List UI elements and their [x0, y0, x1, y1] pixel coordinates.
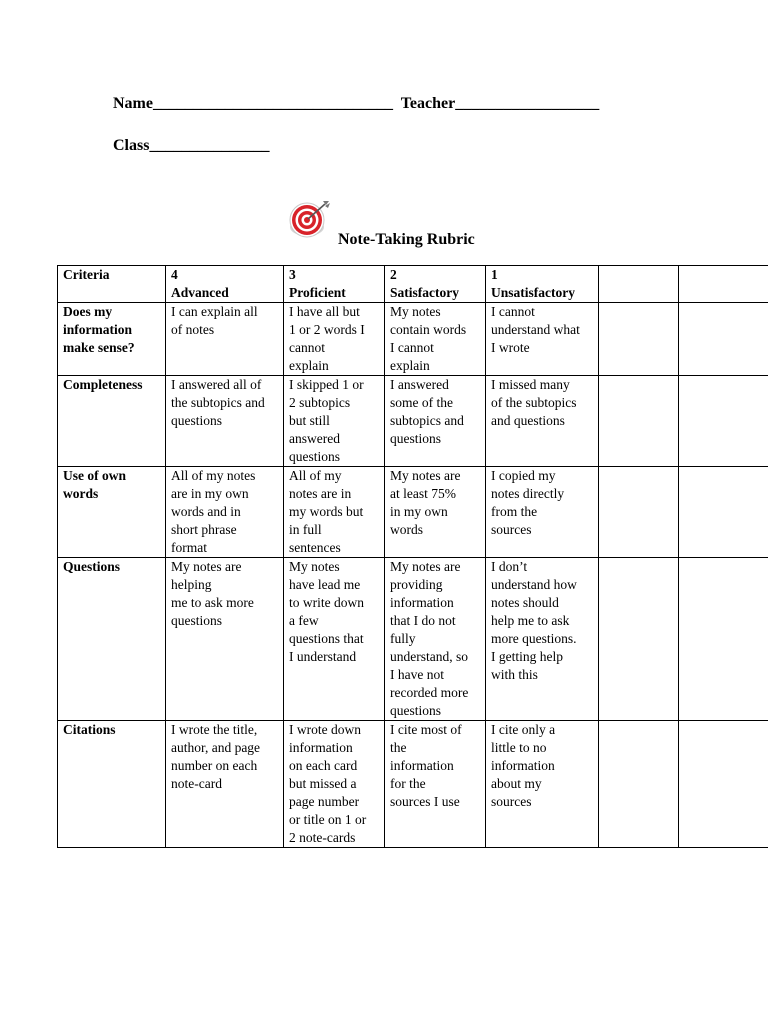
class-label: Class: [113, 137, 150, 154]
header-empty-1: [599, 266, 679, 303]
rubric-cell: [679, 467, 768, 558]
teacher-label: Teacher: [400, 95, 456, 112]
header-proficient: 3 Proficient: [284, 266, 385, 303]
rubric-cell: [599, 303, 679, 376]
name-blank[interactable]: ______________________________: [152, 95, 393, 112]
rubric-cell: I skipped 1 or 2 subtopics but still answered questions: [284, 376, 385, 467]
rubric-cell: [679, 721, 768, 848]
criteria-cell: Use of own words: [58, 467, 166, 558]
rubric-cell: I cite only a little to no information about my sources: [486, 721, 599, 848]
table-row: [58, 721, 768, 848]
name-teacher-line: [113, 94, 599, 114]
rubric-cell: I cite most of the information for the sources I use: [385, 721, 486, 848]
header-criteria: Criteria: [58, 266, 166, 303]
rubric-cell: I answered all of the subtopics and questions: [166, 376, 284, 467]
page-title: Note-Taking Rubric: [338, 231, 475, 248]
table-header-row: [58, 266, 768, 303]
rubric-cell: [599, 721, 679, 848]
rubric-cell: [679, 303, 768, 376]
rubric-cell: [679, 376, 768, 467]
rubric-cell: [599, 467, 679, 558]
rubric-cell: My notes contain words I cannot explain: [385, 303, 486, 376]
rubric-cell: My notes are at least 75% in my own words: [385, 467, 486, 558]
table-row: [58, 303, 768, 376]
rubric-cell: I cannot understand what I wrote: [486, 303, 599, 376]
header-empty-2: [679, 266, 768, 303]
header-satisfactory: 2 Satisfactory: [385, 266, 486, 303]
rubric-cell: My notes have lead me to write down a few questions that I understand: [284, 558, 385, 721]
name-label: Name: [113, 95, 153, 112]
rubric-cell: I can explain all of notes: [166, 303, 284, 376]
rubric-cell: I wrote the title, author, and page number on each note-card: [166, 721, 284, 848]
rubric-cell: My notes are providing information that I do not fully understand, so I have not recorded more questions: [385, 558, 486, 721]
class-line: [113, 136, 269, 156]
rubric-cell: All of my notes are in my own words and in short phrase format: [166, 467, 284, 558]
rubric-cell: I wrote down information on each card but missed a page number or title on 1 or 2 note-cards: [284, 721, 385, 848]
rubric-cell: [599, 376, 679, 467]
rubric-cell: I don’t understand how notes should help me to ask more questions. I getting help with this: [486, 558, 599, 721]
rubric-cell: I answered some of the subtopics and questions: [385, 376, 486, 467]
target-icon: [287, 198, 333, 244]
rubric-cell: I missed many of the subtopics and questions: [486, 376, 599, 467]
table-row: [58, 467, 768, 558]
table-row: [58, 558, 768, 721]
criteria-cell: Completeness: [58, 376, 166, 467]
rubric-table: [57, 265, 768, 848]
rubric-cell: [679, 558, 768, 721]
criteria-cell: Questions: [58, 558, 166, 721]
criteria-cell: Citations: [58, 721, 166, 848]
rubric-cell: I copied my notes directly from the sources: [486, 467, 599, 558]
table-row: [58, 376, 768, 467]
class-blank[interactable]: _______________: [149, 137, 270, 154]
teacher-blank[interactable]: __________________: [455, 95, 600, 112]
criteria-cell: Does my information make sense?: [58, 303, 166, 376]
header-unsatisfactory: 1 Unsatisfactory: [486, 266, 599, 303]
rubric-cell: All of my notes are in my words but in full sentences: [284, 467, 385, 558]
rubric-cell: I have all but 1 or 2 words I cannot explain: [284, 303, 385, 376]
header-advanced: 4 Advanced: [166, 266, 284, 303]
rubric-cell: My notes are helping me to ask more questions: [166, 558, 284, 721]
rubric-cell: [599, 558, 679, 721]
